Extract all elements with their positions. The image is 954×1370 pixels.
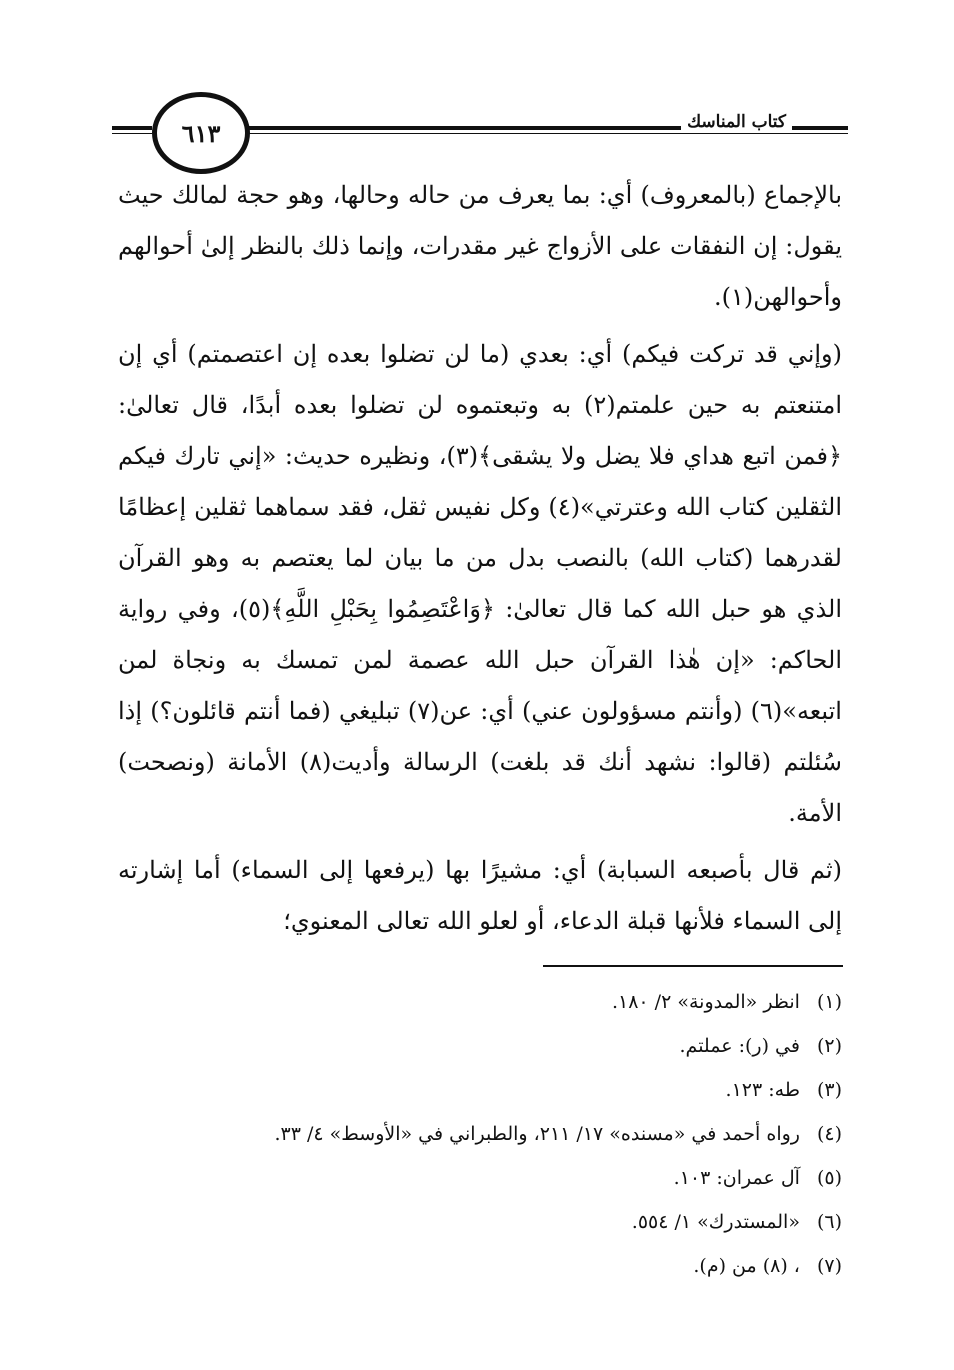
text-line: تبليغي (فما أنتم قائلون؟) إذا سُئلتم (قالوا: نشهد أنك قد بلغت) — [118, 697, 842, 776]
footnote-text: «المستدرك» ١/ ٥٥٤. — [631, 1211, 800, 1233]
footnote-number: (٦) — [816, 1211, 842, 1233]
footnote-6 — [202, 1200, 842, 1244]
text-line: يعتصم به وهو القرآن الذي هو حبل الله كما قال تعالىٰ: ﴿وَاعْتَصِمُوا — [118, 544, 843, 623]
footnote-number: (٥) — [816, 1167, 842, 1189]
footnote-separator — [543, 965, 843, 967]
text-line: حيث يقول: إن النفقات على الأزواج غير مقدرات، وإنما ذلك بالنظر — [118, 181, 843, 260]
footnote-text: آل عمران: ١٠٣. — [673, 1167, 800, 1189]
text-line: أي إن امتنعتم به حين علمتم(٢) به وتبعتموه لن تضلوا بعده أبدًا، قال — [118, 340, 842, 419]
main-text — [118, 170, 842, 953]
text-line: سماهما ثقلين إعظامًا لقدرهما (كتاب الله) بالنصب بدل من ما بيان لما — [118, 493, 842, 572]
paragraph-1 — [118, 170, 842, 323]
text-line: (وإني قد تركت فيكم) أي: بعدي (ما لن تضلوا بعده إن اعتصمتم) — [187, 340, 843, 368]
header-rule-right-thin — [244, 133, 848, 134]
text-line: الرسالة وأديت(٨) الأمانة (ونصحت) الأمة. — [118, 748, 842, 827]
footnote-4 — [202, 1112, 842, 1156]
header-rule-left-thin — [112, 133, 152, 134]
footnote-3 — [202, 1068, 842, 1112]
text-line: «إني تارك فيكم الثقلين كتاب الله وعترتي»(٤) وكل نفيس ثقل، فقد — [118, 442, 843, 521]
footnote-text: ، (٨) من (م). — [693, 1255, 800, 1277]
footnote-number: (٧) — [816, 1255, 842, 1277]
footnote-text: في (ر): عملتم. — [679, 1035, 800, 1057]
footnote-text: طه: ١٢٣. — [725, 1079, 800, 1101]
page-number: ٦١٣ — [152, 92, 250, 174]
text-line: بالإجماع (بالمعروف) أي: بما يعرف من حاله وحالها، وهو حجة لمالك — [171, 181, 842, 209]
text-line: إشارته إلى السماء فلأنها قبلة الدعاء، أو لعلو الله تعالى المعنوي؛ — [118, 856, 842, 935]
text-line: بِحَبْلِ اللَّهِ﴾(٥)، وفي رواية الحاكم: «إن هٰذا القرآن حبل الله عصمة — [118, 595, 842, 674]
footnote-5 — [202, 1156, 842, 1200]
footnote-number: (٣) — [816, 1079, 842, 1101]
footnote-7 — [202, 1244, 842, 1288]
paragraph-3 — [118, 845, 842, 947]
running-title: كتاب المناسك — [681, 112, 792, 132]
footnote-1 — [202, 980, 842, 1024]
footnote-number: (١) — [816, 991, 842, 1013]
page-header — [112, 92, 848, 176]
footnote-number: (٤) — [816, 1123, 842, 1145]
footnote-2 — [202, 1024, 842, 1068]
footnote-text: رواه أحمد في «مسنده» ١٧/ ٢١١، والطبراني في «الأوسط» ٤/ ٣٣. — [274, 1123, 800, 1145]
footnotes — [202, 980, 842, 1288]
header-rule-left — [112, 126, 152, 130]
text-line: تعالىٰ: ﴿فمن اتبع هداي فلا يضل ولا يشقى﴾(٣)، ونظيره حديث: — [118, 391, 843, 470]
paragraph-2 — [118, 329, 842, 839]
footnote-text: انظر «المدونة» ٢/ ١٨٠. — [611, 991, 800, 1013]
text-line: إلىٰ أحوالهم وأحوالهن(١). — [118, 232, 842, 311]
text-line: (ثم قال بأصبعه السبابة) أي: مشيرًا بها (يرفعها إلى السماء) أما — [193, 856, 842, 884]
footnote-number: (٢) — [816, 1035, 842, 1057]
text-line: لمن تمسك به ونجاة لمن اتبعه»(٦) (وأنتم مسؤولون عني) أي: عن(٧) — [118, 646, 842, 725]
